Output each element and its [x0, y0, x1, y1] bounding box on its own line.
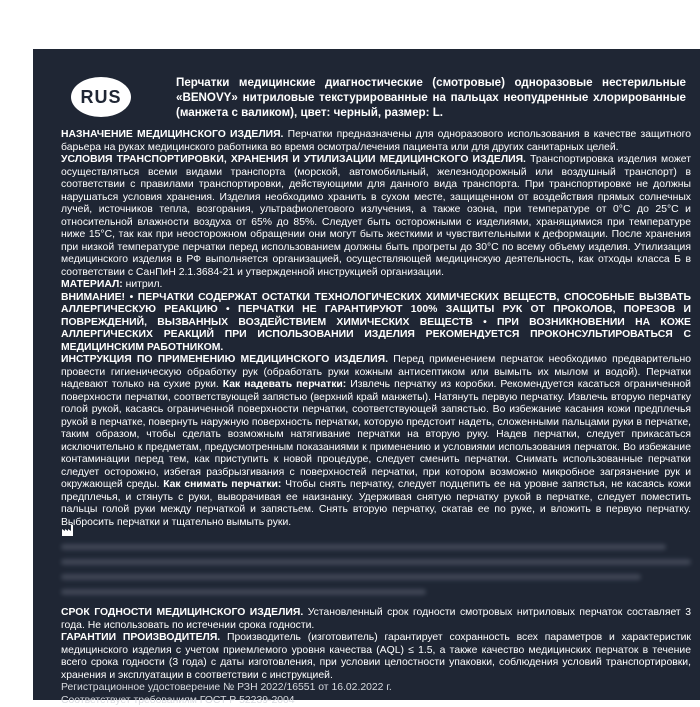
standard-line: Соответствует требованиям ГОСТ Р 52239-2004: [61, 695, 691, 707]
material-heading: МАТЕРИАЛ:: [61, 279, 123, 290]
warranty-text: Производитель (изготовитель) гарантирует сохранность всех параметров и характеристик медицинского изделия с учетом приемлемого уровня качества (AQL) ≤ 1.5, а также качество медицинских перчаток в течение всего срока годности (3 года) с даты изготовления, при условии целостности упаковки, соблюдения условий транспортировки, хранения и эксплуатации в соответствии с инструкцией.: [61, 632, 691, 681]
instruction-text-1: Перед применением перчаток необходимо предварительно провести гигиеническую обработку рук (обработать руки кожным антисептиком или вымыть их мылом и водой). Перчатки надевают только на сухие руки.: [61, 354, 691, 390]
put-on-heading: Как надевать перчатки:: [223, 379, 346, 390]
warning-paragraph: ВНИМАНИЕ! • ПЕРЧАТКИ СОДЕРЖАТ ОСТАТКИ ТЕХНОЛОГИЧЕСКИХ ХИМИЧЕСКИХ ВЕЩЕСТВ, СПОСОБНЫЕ ВЫЗВАТЬ АЛЛЕРГИЧЕСКУЮ РЕАКЦИЮ • ПЕРЧАТКИ НЕ ГАРАНТИРУЮТ 100% ЗАЩИТЫ РУК ОТ ПРОКОЛОВ, ПОРЕЗОВ И ПОВРЕЖДЕНИЙ, ВЫЗВАННЫХ ВОЗДЕЙСТВИЕМ ХИМИЧЕСКИХ ВЕЩЕСТВ • ПРИ ВОЗНИКНОВЕНИИ НА КОЖЕ АЛЛЕРГИЧЕСКИХ РЕАКЦИЙ ПРИ ИСПОЛЬЗОВАНИИ ИЗДЕЛИЯ РЕКОМЕНДУЕТСЯ ПРОКОНСУЛЬТИРОВАТЬСЯ С МЕДИЦИНСКИМ РАБОТНИКОМ.: [61, 292, 691, 355]
purpose-heading: НАЗНАЧЕНИЕ МЕДИЦИНСКОГО ИЗДЕЛИЯ.: [61, 129, 283, 140]
storage-text: Транспортировка изделия может осуществляться всеми видами транспорта (морской, автомобильный, железнодорожный или воздушный транспорт) в соответствии с правилами транспортировки, действующими для данного вида транспорта. При транспортировке не должны нарушаться условия хранения. Изделия необходимо хранить в сухом месте, защищенном от воздействия прямых солнечных лучей, источников тепла, возгорания, ультрафиолетового излучения, а также озона, при температуре от 0°С до 25°С и относительной влажности воздуха от 65% до 85%. Следует быть осторожными с изделиями, хранящимися при температуре ниже 15°С, так как при неосторожном обращении они могут быть жесткими и чувствительными к деформации. После хранения при низкой температуре перчатки перед использованием должны быть прогреты до 30°С по всему объему изделия. Утилизация медицинского изделия в РФ выполняется организацией, осуществляющей медицинскую деятельность, как отходы класса Б в соответствии с СанПиН 2.1.3684-21 и утвержденной инструкцией организации.: [61, 154, 691, 278]
storage-paragraph: [61, 154, 691, 279]
purpose-text: Перчатки предназначены для одноразового использования в качестве защитного барьера на руках медицинского работника во время осмотра/лечения пациента или для других санитарных целей.: [61, 129, 691, 153]
material-paragraph: [61, 279, 691, 292]
material-text: нитрил.: [123, 279, 163, 290]
instruction-text-2: Извлечь перчатку из коробки. Рекомендуется касаться ограниченной поверхности перчатки, соответствующей запястью (верхний край манжеты). Натянуть первую перчатку. Извлечь вторую перчатку голой рукой, касаясь ограниченной поверхности перчатки, соответствующей запястью. Во избежание касания кожи предплечья рукой в перчатке, повернуть наружную поверхность перчатки, которую предстоит надеть, сложенными пальцами руки в перчатке, таким образом, чтобы сделать возможным натягивание перчатки на вторую руку. Надев перчатки, следует прикасаться исключительно к предметам, предусмотренным показаниями к применению и условиями использования перчаток. Во избежание контаминации перед тем, как приступить к новой процедуре, следует сменить перчатки. Снимать использованные перчатки следует осторожно, избегая разбрызгивания с поверхностей перчатки, при котором возможно микробное загрязнение рук и окружающей среды.: [61, 379, 691, 490]
instruction-text-3: Чтобы снять перчатку, следует подцепить ее на уровне запястья, не касаясь кожи предплечья, и стянуть с руки, выворачивая ее наизнанку. Удерживая снятую перчатку рукой в перчатке, следует поместить пальцы голой руки между перчаткой и запястьем. Снять вторую перчатку, скатав ее по руке, и вложить в первую перчатку. Выбросить перчатки и тщательно вымыть руки.: [61, 479, 691, 528]
label-body: [61, 129, 691, 529]
shelf-life-paragraph: [61, 607, 691, 632]
registration-line: Регистрационное удостоверение № РЗН 2022/16551 от 16.02.2022 г.: [61, 682, 691, 695]
warranty-paragraph: [61, 632, 691, 682]
instruction-paragraph: [61, 354, 691, 529]
language-badge: RUS: [71, 77, 131, 117]
factory-icon: [61, 523, 75, 537]
product-title: Перчатки медицинские диагностические (смотровые) одноразовые нестерильные «BENOVY» нитриловые текстурированные на пальцах неопудренные хлорированные (манжета с валиком), цвет: черный, размер: L.: [176, 75, 686, 120]
purpose-paragraph: [61, 129, 691, 154]
storage-heading: УСЛОВИЯ ТРАНСПОРТИРОВКИ, ХРАНЕНИЯ И УТИЛИЗАЦИИ МЕДИЦИНСКОГО ИЗДЕЛИЯ.: [61, 154, 526, 165]
take-off-heading: Как снимать перчатки:: [163, 479, 281, 490]
shelf-life-heading: СРОК ГОДНОСТИ МЕДИЦИНСКОГО ИЗДЕЛИЯ.: [61, 607, 303, 618]
label-panel: [33, 49, 700, 700]
instruction-heading: ИНСТРУКЦИЯ ПО ПРИМЕНЕНИЮ МЕДИЦИНСКОГО ИЗДЕЛИЯ.: [61, 354, 388, 365]
blurred-manufacturer-info: [61, 544, 691, 602]
warranty-heading: ГАРАНТИИ ПРОИЗВОДИТЕЛЯ.: [61, 632, 220, 643]
shelf-life-text: Установленный срок годности смотровых нитриловых перчаток составляет 3 года. Не использовать по истечении срока годности.: [61, 607, 691, 631]
label-bottom: [61, 607, 691, 707]
